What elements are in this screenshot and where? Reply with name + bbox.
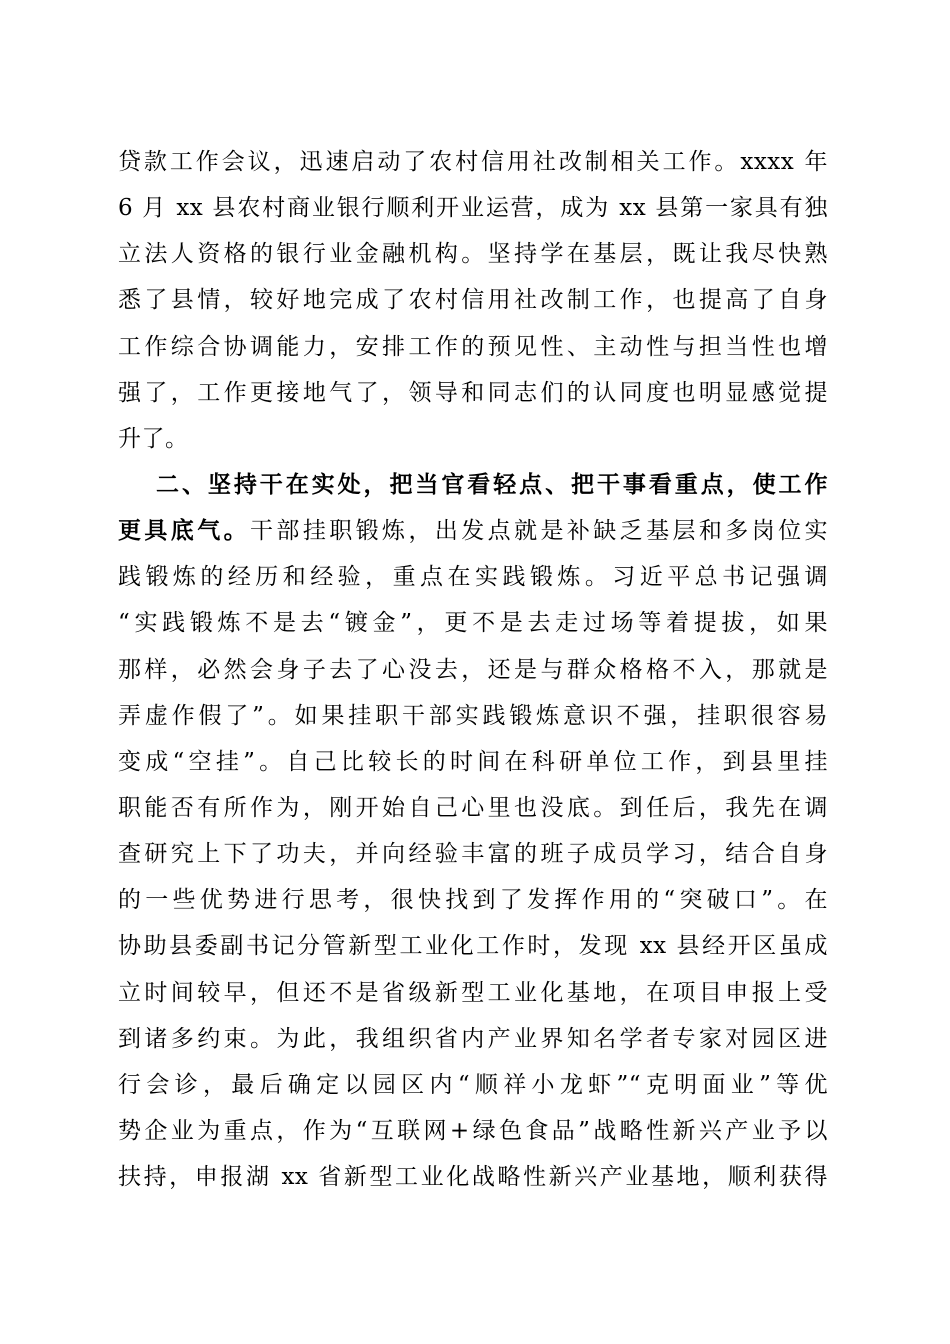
paragraph-2-line: 到诸多约束。为此，我组织省内产业界知名学者专家对园区进 xyxy=(118,1025,828,1052)
paragraph-2-line: 势企业为重点，作为“互联网+绿色食品”战略性新兴产业予以 xyxy=(118,1117,828,1144)
paragraph-2-line: “实践锻炼不是去“镀金”，更不是去走过场等着提拔，如果 xyxy=(118,610,828,637)
paragraph-1-line: 立法人资格的银行业金融机构。坚持学在基层，既让我尽快熟 xyxy=(118,241,828,268)
section-heading-end: 更具底气。 xyxy=(118,518,251,545)
paragraph-2-line: 那样，必然会身子去了心没去，还是与群众格格不入，那就是 xyxy=(118,656,828,683)
paragraph-2-line: 立时间较早，但还不是省级新型工业化基地，在项目申报上受 xyxy=(118,979,828,1006)
paragraph-1-line: 强了，工作更接地气了，领导和同志们的认同度也明显感觉提 xyxy=(118,379,828,406)
paragraph-2-line: 践锻炼的经历和经验，重点在实践锻炼。习近平总书记强调 xyxy=(118,564,828,591)
paragraph-1-line: 工作综合协调能力，安排工作的预见性、主动性与担当性也增 xyxy=(118,333,828,360)
paragraph-1-line: 升了。 xyxy=(118,425,189,452)
paragraph-2-line: 变成“空挂”。自己比较长的时间在科研单位工作，到县里挂 xyxy=(118,748,828,775)
paragraph-1-line: 6 月 xx 县农村商业银行顺利开业运营，成为 xx 县第一家具有独 xyxy=(118,195,828,222)
paragraph-2-line: 职能否有所作为，刚开始自己心里也没底。到任后，我先在调 xyxy=(118,794,828,821)
paragraph-2-line: 协助县委副书记分管新型工业化工作时，发现 xx 县经开区虽成 xyxy=(118,933,828,960)
paragraph-2-line: 行会诊，最后确定以园区内“顺祥小龙虾”“克明面业”等优 xyxy=(118,1071,828,1098)
paragraph-2-line xyxy=(118,508,828,554)
paragraph-2-line: 扶持，申报湖 xx 省新型工业化战略性新兴产业基地，顺利获得 xyxy=(118,1164,828,1191)
paragraph-1-line: 贷款工作会议，迅速启动了农村信用社改制相关工作。xxxx 年 xyxy=(118,149,828,175)
paragraph-2-line: 查研究上下了功夫，并向经验丰富的班子成员学习，结合自身 xyxy=(118,841,828,868)
paragraph-1-line: 悉了县情，较好地完成了农村信用社改制工作，也提高了自身 xyxy=(118,287,828,314)
paragraph-2-text: 干部挂职锻炼，出发点就是补缺乏基层和多岗位实 xyxy=(250,518,829,545)
body-text xyxy=(118,139,828,1200)
paragraph-2-line: 的一些优势进行思考，很快找到了发挥作用的“突破口”。在 xyxy=(118,887,828,914)
paragraph-2-line: 弄虚作假了”。如果挂职干部实践锻炼意识不强，挂职很容易 xyxy=(118,702,828,729)
section-heading: 二、坚持干在实处，把当官看轻点、把干事看重点，使工作 xyxy=(156,471,828,498)
